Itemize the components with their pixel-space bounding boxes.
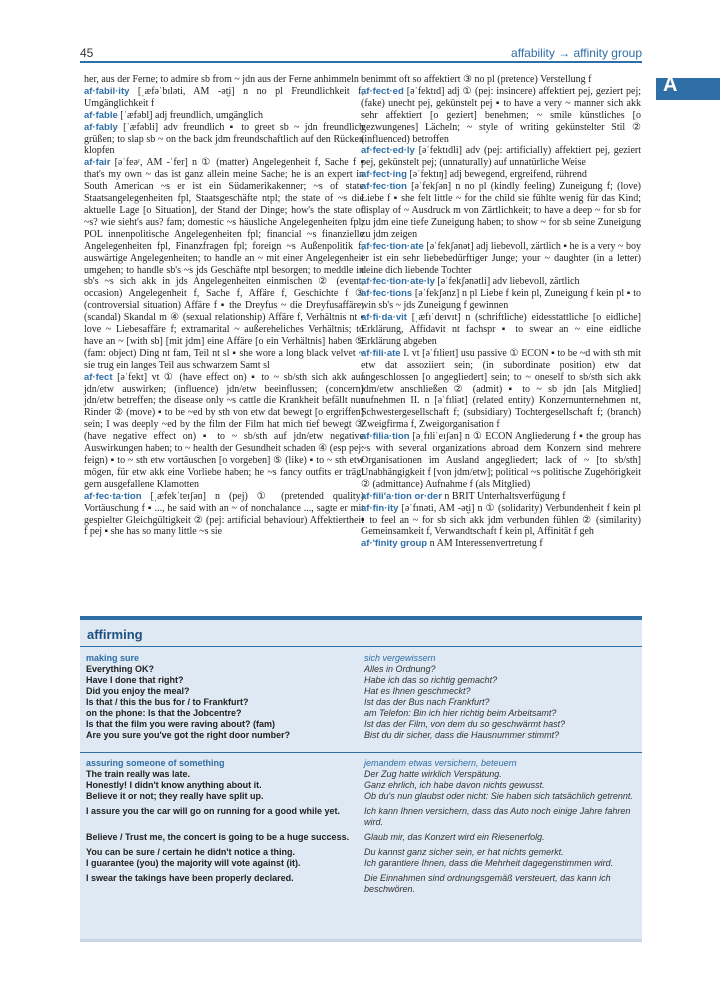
phrase-row (86, 847, 636, 858)
section-heading-row (86, 758, 636, 769)
entry (361, 241, 641, 277)
headword: af·fili·ate (361, 347, 401, 359)
entry-text: [əˈfektɪd] adj ① (pej: insincere) affektiert pej, geziert pej; (fake) unecht pej, gekünstelt pej ▪ to have a very ~ manner sich akk sehr affektiert [o geziert] benehmen; ~ smile künstliches [o gezwungenes] Lächeln; ~ style of writing gekünstelter Stil ② (influenced) betroffen (361, 85, 641, 145)
headword: af·fili'a·tion or·der (361, 490, 442, 502)
phrase-row (86, 769, 636, 780)
headword: af·fect (84, 371, 113, 383)
phrase-de: Du kannst ganz sicher sein, er hat nichts gemerkt. (364, 847, 564, 857)
phrase-de: Bist du dir sicher, dass die Hausnummer stimmt? (364, 730, 560, 740)
headword: af·fin·ity (361, 502, 399, 514)
entry (361, 276, 641, 288)
phrase-row (86, 873, 636, 895)
phrase-de: am Telefon: Bin ich hier richtig beim Arbeitsamt? (364, 708, 557, 718)
entry (361, 491, 641, 503)
section-heading-row (86, 653, 636, 664)
phrase-de: Habe ich das so richtig gemacht? (364, 675, 498, 685)
entry-text: [əˈfekʃənz] n pl Liebe f kein pl, Zuneigung f kein pl ▪ to win sb's ~ jds Zuneigung f gewinnen (361, 288, 641, 312)
panel-title: affirming (87, 627, 143, 642)
phrase-de: Der Zug hatte wirklich Verspätung. (364, 769, 502, 779)
phrase-en: Believe it or not; they really have split up. (86, 791, 264, 801)
panel-top-bar (80, 616, 642, 620)
entry (84, 122, 364, 158)
entry-text: [ˌæfekˈteɪʃən] n (pej) ① (pretended quality) Vortäuschung f ▪ ..., he said with an ~ of nonchalance ..., sagte er mit gespielter Gleichgültigkeit ② (pej: artificial behaviour) Affektiertheit f pej ▪ she has so many little ~s sie (84, 490, 364, 538)
phrase-de: Ob du's nun glaubst oder nicht: Sie haben sich tatsächlich getrennt. (364, 791, 633, 801)
dictionary-column-right (361, 74, 641, 550)
entry (84, 110, 364, 122)
phrase-de: Alles in Ordnung? (364, 664, 436, 674)
entry (361, 431, 641, 491)
headword: af·fabil·ity (84, 85, 130, 97)
entry (361, 74, 641, 86)
section-heading-de: sich vergewissern (364, 653, 436, 663)
entry (361, 181, 641, 241)
phrase-row (86, 708, 636, 719)
entry (361, 538, 641, 550)
phrase-row (86, 791, 636, 802)
entry (361, 86, 641, 146)
headword: af·fect·ing (361, 169, 407, 181)
headword: af·fair (84, 157, 111, 169)
entry-text: n BRIT Unterhaltsverfügung f (441, 490, 566, 502)
section-heading-en: assuring someone of something (86, 758, 225, 768)
entry-text: [əˈfektɪdli] adv (pej: artificially) affektiert pej, geziert pej, gekünstelt pej; (unnaturally) auf unnatürliche Weise (361, 145, 641, 169)
headword: af·fably (84, 121, 118, 133)
phrase-de: Ist das der Film, von dem du so geschwärmt hast? (364, 719, 566, 729)
entry-text: benimmt oft so affektiert ③ no pl (pretence) Verstellung f (361, 74, 592, 85)
section-heading-de: jemandem etwas versichern, beteuern (364, 758, 517, 768)
entry (361, 503, 641, 539)
headword: af·fec·tion·ate·ly (361, 276, 435, 288)
phrase-en: Are you sure you've got the right door number? (86, 730, 291, 740)
phrase-row (86, 664, 636, 675)
entry-text: [ˌæfəˈbɪləti, AM -ət̬i] n no pl Freundlichkeit f, Umgänglichkeit f (84, 85, 364, 109)
phrase-en: Is that / this the bus for / to Frankfurt? (86, 697, 249, 707)
panel-bottom-bar (80, 939, 642, 942)
entry-text: [ˌæfɪˈdeɪvɪt] n (schriftliche) eidesstattliche [o eidliche] Erklärung, Affidavit nt fachspr ▪ to swear an ~ eine eidliche Erklärung abgeben (361, 312, 641, 347)
phrase-en: I swear the takings have been properly declared. (86, 873, 294, 883)
phrase-en: I assure you the car will go on running for a good while yet. (86, 806, 341, 816)
entry (361, 145, 641, 169)
page-number: 45 (80, 46, 94, 60)
entry (361, 288, 641, 312)
phrase-en: on the phone: Is that the Jobcentre? (86, 708, 242, 718)
entry (84, 74, 364, 86)
phrase-row (86, 780, 636, 791)
section-assuring (86, 758, 636, 895)
entry (361, 348, 641, 431)
phrase-en: Have I done that right? (86, 675, 184, 685)
phrase-row (86, 806, 636, 828)
phrase-row (86, 832, 636, 843)
headword: af·fec·ta·tion (84, 490, 142, 502)
entry (84, 372, 364, 491)
phrase-row (86, 730, 636, 741)
panel-divider (80, 752, 642, 753)
entry (84, 86, 364, 110)
phrase-row (86, 719, 636, 730)
entry-text: [əˈfektɪŋ] adj bewegend, ergreifend, rührend (406, 169, 587, 181)
running-head: affability → affinity group (511, 46, 642, 60)
headword: af·filia·tion (361, 431, 410, 443)
headword: af·fable (84, 109, 118, 121)
phrase-row (86, 697, 636, 708)
usage-panel-affirming (80, 616, 642, 942)
headword: af·fec·tions (361, 288, 413, 300)
headword: af·fi·da·vit (361, 312, 407, 324)
phrase-en: The train really was late. (86, 769, 191, 779)
entry-text: [əˈfekʃənətli] adv liebevoll, zärtlich (434, 276, 580, 288)
entry-text: I. vt [əˈfɪlieɪt] usu passive ① ECON ▪ to be ~d with sth mit etw dat assoziiert sein; (in subordinate position) etw dat angeschlossen [o angegliedert] sein; to ~ oneself to sb/sth sich akk jdm/etw anschließen ② (admit) ▪ to ~ sb jdn [als Mitglied] aufnehmen II. n [əˈfɪliət] (related entity) Konzernunternehmen nt, Schwestergesellschaft f; (subsidiary) Tochtergesellschaft f; (branch) Zweigfirma f, Zweigorganisation f (361, 347, 641, 431)
panel-divider (80, 646, 642, 647)
phrase-de: Glaub mir, das Konzert wird ein Riesenerfolg. (364, 832, 545, 842)
entry-text: [əˌfɪliˈeɪʃən] n ① ECON Angliederung f ▪ the group has ~s with several organizations abroad dem Konzern sind mehrere Organisationen im Ausland angegliedert; lack of ~ [to sb/sth] Unabhängigkeit f [von jdm/etw]; political ~s politische Zugehörigkeit ② (admittance) Aufnahme f (als Mitglied) (361, 431, 641, 490)
phrase-de: Die Einnahmen sind ordnungsgemäß versteuert, das kann ich beschwören. (364, 873, 611, 894)
section-making-sure (86, 653, 636, 741)
entry (361, 169, 641, 181)
entry (361, 312, 641, 348)
entry-text: n AM Interessenvertretung f (427, 538, 543, 550)
entry-text: [ˈæfəbl̩] adj freundlich, umgänglich (117, 109, 264, 121)
headword: af·fec·tion (361, 181, 407, 193)
phrase-en: Everything OK? (86, 664, 155, 674)
headword: af·fect·ed (361, 85, 404, 97)
headword: af·fec·tion·ate (361, 240, 424, 252)
entry-text: her, aus der Ferne; to admire sb from ~ jdn aus der Ferne anhimmeln (84, 74, 359, 85)
phrase-en: You can be sure / certain he didn't notice a thing. (86, 847, 296, 857)
headword: af·fect·ed·ly (361, 145, 415, 157)
phrase-de: Ganz ehrlich, ich habe davon nichts gewusst. (364, 780, 545, 790)
thumb-index-letter: A (663, 74, 678, 96)
entry-text: [əˈfekʃən] n no pl (kindly feeling) Zuneigung f; (love) Liebe f ▪ she felt little ~ for the child sie fühlte wenig für das Kind; display of ~ Ausdruck m von Zärtlichkeit; to have a deep ~ for sb for zu jdm eine tiefe Zuneigung haben; to show ~ for sb seine Zuneigung zu jdm zeigen (361, 181, 641, 240)
headword: af·'finity group (361, 538, 428, 550)
phrase-en: Believe / Trust me, the concert is going to be a huge success. (86, 832, 350, 842)
entry-text: [əˈfekʃənət] adj liebevoll, zärtlich ▪ he is a very ~ boy er ist ein sehr liebebedürftiger Junge; your ~ daughter (in a letter) deine dich liebende Tochter (361, 240, 641, 276)
phrase-row (86, 686, 636, 697)
dictionary-column-left (84, 74, 364, 538)
entry-text: [əˈfekt] vt ① (have effect on) ▪ to ~ sb/sth sich akk auf jdn/etw auswirken; (influence) jdn/etw beeinflussen; (concern) jdn/etw betreffen; the disease only ~s cattle die Krankheit befällt nur Rinder ② (move) ▪ to be ~ed by sth von etw dat bewegt [o ergriffen] sein; I was deeply ~ed by the film der Film hat mich tief bewegt ③ (have negative effect on) ▪ to ~ sb/sth auf jdn/etw negative Auswirkungen haben; to ~ health der Gesundheit schaden ④ (esp pej: feign) ▪ to ~ sth etw vortäuschen [o vorgeben] ⑤ (like) ▪ to ~ sth etw mögen, für etw akk eine Vorliebe haben; he ~s fancy outfits er trägt gern ausgefallene Klamotten (84, 371, 364, 490)
phrase-de: Ich kann Ihnen versichern, dass das Auto noch einige Jahre fahren wird. (364, 806, 631, 827)
entry (84, 157, 364, 371)
phrase-en: I guarantee (you) the majority will vote against (it). (86, 858, 301, 868)
section-heading-en: making sure (86, 653, 140, 663)
entry-text: [ˈæfəbli] adv freundlich ▪ to greet sb ~ jdn freundlich grüßen; to slap sb ~ on the back jdm freundschaftlich auf den Rücken klopfen (84, 121, 364, 157)
entry (84, 491, 364, 539)
header-rule (80, 61, 642, 63)
entry-text: [əˈfɪnəti, AM -ət̬i] n ① (solidarity) Verbundenheit f kein pl ▪ to feel an ~ for sb sich akk jdm verbunden fühlen ② (similarity) Gemeinsamkeit f, Verwandtschaft f kein pl, Affinität f geh (361, 502, 641, 538)
phrase-de: Hat es Ihnen geschmeckt? (364, 686, 471, 696)
phrase-row (86, 675, 636, 686)
phrase-row (86, 858, 636, 869)
phrase-de: Ist das der Bus nach Frankfurt? (364, 697, 490, 707)
entry-text: [əˈfeəʳ, AM -ˈfer] n ① (matter) Angelegenheit f, Sache f ▪ that's my own ~ das ist ganz allein meine Sache; he is an expert in South American ~s er ist ein Südamerikakenner; ~s of state Staatsangelegenheiten fpl, Staatsgeschäfte ntpl; the state of ~s die aktuelle Lage [o Situation], der Stand der Dinge; how's the state of ~s? wie sieht's aus? fam; domestic ~s häusliche Angelegenheiten fpl; POL innenpolitische Angelegenheiten fpl; financial ~s finanzielle Angelegenheiten fpl, Finanzfragen fpl; foreign ~s Außenpolitik f, auswärtige Angelegenheiten; to handle an ~ mit einer Angelegenheit umgehen; to handle sb's ~s jds Geschäfte ntpl besorgen; to meddle in sb's ~s sich akk in jds Angelegenheiten einmischen ② (event, occasion) Angelegenheit f, Sache f, Affäre f, Geschichte f ③ (controversial situation) Affäre f ▪ the Dreyfus ~ die Dreyfusaffäre; (scandal) Skandal m ④ (sexual relationship) Affäre f, Verhältnis nt ▪ love ~ Liebesaffäre f; extramarital ~ außereheliches Verhältnis; to have an ~ [with sb] [mit jdm] eine Affäre [o ein Verhältnis] haben ⑤ (fam: object) Ding nt fam, Teil nt sl ▪ she wore a long black velvet ~ sie trug ein langes Teil aus schwarzem Samt sl (84, 157, 364, 371)
phrase-en: Did you enjoy the meal? (86, 686, 190, 696)
phrase-en: Honestly! I didn't know anything about it. (86, 780, 262, 790)
phrase-de: Ich garantiere Ihnen, dass die Mehrheit dagegenstimmen wird. (364, 858, 614, 868)
phrase-en: Is that the film you were raving about? (fam) (86, 719, 276, 729)
